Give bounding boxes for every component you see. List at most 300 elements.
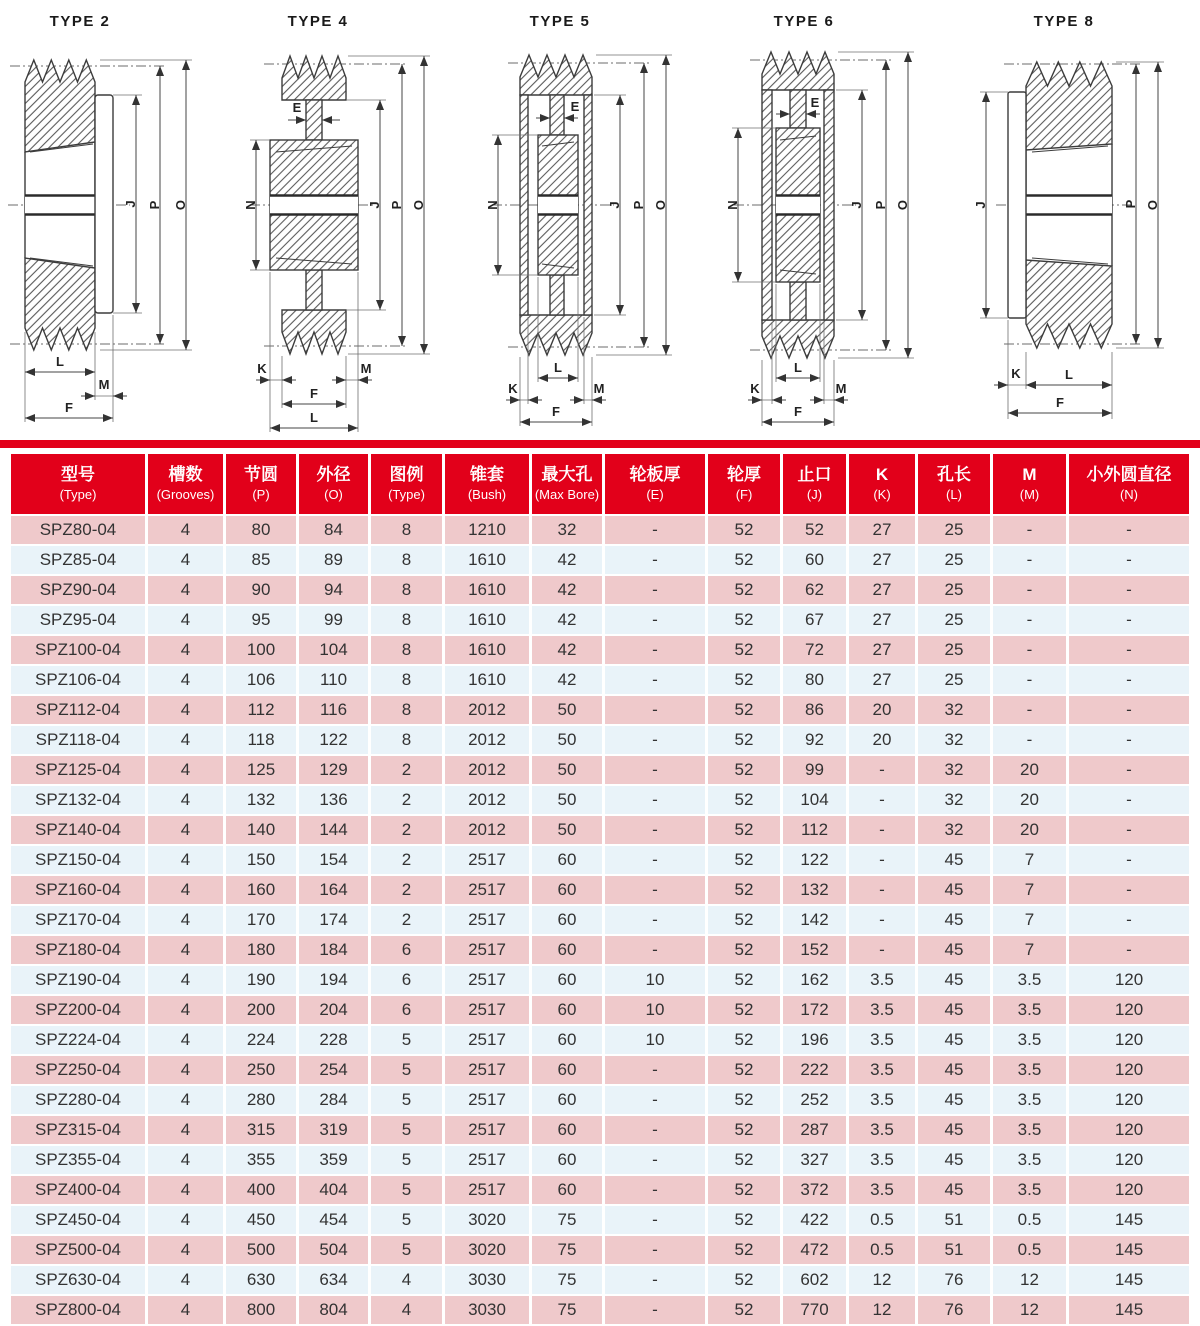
cell-diagram-type: 8 [371,516,442,544]
cell-small-outer-dia-n: - [1069,546,1189,574]
cell-grooves: 4 [148,906,223,934]
cell-diagram-type: 5 [371,1206,442,1234]
header-label-en: (Bush) [467,487,507,503]
cell-spigot-j: 60 [783,546,846,574]
header-label-en: (Type) [388,487,425,503]
dim-label-E: E [570,99,580,114]
cell-pitch-diameter: 150 [226,846,296,874]
table-row [11,636,1189,664]
cell-bush: 3030 [445,1296,529,1324]
dim-label-J: J [607,201,622,209]
cell-m: - [993,636,1066,664]
cell-k: 3.5 [849,1026,915,1054]
cell-k: - [849,786,915,814]
cell-outer-diameter: 129 [299,756,368,784]
table-row [11,1266,1189,1294]
column-header-pitch-diameter [226,454,296,514]
dim-label-O: O [1145,199,1160,211]
table-row [11,936,1189,964]
table-row [11,996,1189,1024]
cell-bore-length-l: 32 [918,696,990,724]
cell-grooves: 4 [148,1206,223,1234]
cell-m: 3.5 [993,1176,1066,1204]
table-row [11,1056,1189,1084]
cell-web-thickness-e: - [605,906,705,934]
cell-web-thickness-e: - [605,666,705,694]
cell-diagram-type: 6 [371,936,442,964]
cell-max-bore: 75 [532,1206,602,1234]
cell-small-outer-dia-n: 145 [1069,1206,1189,1234]
cell-bush: 2012 [445,786,529,814]
cell-spigot-j: 104 [783,786,846,814]
cell-spigot-j: 72 [783,636,846,664]
cell-m: 3.5 [993,1026,1066,1054]
dim-label-K: K [257,361,267,376]
cell-wheel-thickness-f: 52 [708,1206,780,1234]
cell-bore-length-l: 32 [918,786,990,814]
cell-spigot-j: 112 [783,816,846,844]
dim-label-E: E [292,100,302,115]
cell-bore-length-l: 45 [918,1086,990,1114]
cell-grooves: 4 [148,1146,223,1174]
cell-spigot-j: 252 [783,1086,846,1114]
cell-k: - [849,816,915,844]
cell-wheel-thickness-f: 52 [708,876,780,904]
cell-pitch-diameter: 800 [226,1296,296,1324]
cell-type: SPZ450-04 [11,1206,145,1234]
header-label-en: (L) [946,487,962,503]
cell-k: 0.5 [849,1206,915,1234]
cell-diagram-type: 8 [371,696,442,724]
header-label-zh: 型号 [61,465,95,485]
cell-outer-diameter: 164 [299,876,368,904]
cell-web-thickness-e: - [605,1146,705,1174]
cell-m: 12 [993,1296,1066,1324]
cell-grooves: 4 [148,756,223,784]
cell-m: - [993,666,1066,694]
cell-web-thickness-e: 10 [605,996,705,1024]
cell-k: 27 [849,546,915,574]
cell-max-bore: 42 [532,606,602,634]
cell-outer-diameter: 284 [299,1086,368,1114]
cell-type: SPZ85-04 [11,546,145,574]
cell-grooves: 4 [148,936,223,964]
cell-small-outer-dia-n: 120 [1069,1026,1189,1054]
cell-max-bore: 50 [532,756,602,784]
cell-pitch-diameter: 106 [226,666,296,694]
cell-bore-length-l: 45 [918,936,990,964]
table-row [11,1086,1189,1114]
dim-label-K: K [750,381,760,396]
cell-diagram-type: 2 [371,816,442,844]
cell-k: - [849,876,915,904]
cell-diagram-type: 6 [371,996,442,1024]
cell-type: SPZ630-04 [11,1266,145,1294]
cell-wheel-thickness-f: 52 [708,726,780,754]
cell-m: 7 [993,936,1066,964]
table-row [11,516,1189,544]
cell-bore-length-l: 25 [918,516,990,544]
cell-bush: 2012 [445,696,529,724]
table-row [11,1116,1189,1144]
cell-m: 20 [993,816,1066,844]
dim-label-N: N [725,200,740,210]
cell-diagram-type: 5 [371,1176,442,1204]
cell-bore-length-l: 45 [918,966,990,994]
table-row [11,1296,1189,1324]
cell-max-bore: 60 [532,876,602,904]
dim-label-P: P [1123,199,1138,209]
cell-spigot-j: 472 [783,1236,846,1264]
dim-label-P: P [147,200,162,210]
cell-web-thickness-e: - [605,786,705,814]
cell-web-thickness-e: - [605,1116,705,1144]
cell-bore-length-l: 25 [918,606,990,634]
cell-bore-length-l: 76 [918,1266,990,1294]
cell-outer-diameter: 116 [299,696,368,724]
drawing-title: TYPE 2 [49,13,111,30]
cell-pitch-diameter: 140 [226,816,296,844]
header-label-zh: K [875,465,889,485]
table-row [11,1176,1189,1204]
cell-bush: 1610 [445,666,529,694]
cell-grooves: 4 [148,636,223,664]
cell-web-thickness-e: - [605,756,705,784]
cell-k: 27 [849,606,915,634]
cell-pitch-diameter: 95 [226,606,296,634]
cell-outer-diameter: 174 [299,906,368,934]
cell-outer-diameter: 99 [299,606,368,634]
cell-spigot-j: 162 [783,966,846,994]
cell-pitch-diameter: 170 [226,906,296,934]
cell-small-outer-dia-n: - [1069,696,1189,724]
cell-web-thickness-e: - [605,546,705,574]
cell-outer-diameter: 136 [299,786,368,814]
cell-web-thickness-e: - [605,1176,705,1204]
cell-grooves: 4 [148,1056,223,1084]
cell-wheel-thickness-f: 52 [708,966,780,994]
cell-small-outer-dia-n: 145 [1069,1266,1189,1294]
table-row [11,906,1189,934]
cell-outer-diameter: 104 [299,636,368,664]
cell-outer-diameter: 84 [299,516,368,544]
cell-max-bore: 75 [532,1236,602,1264]
cell-outer-diameter: 154 [299,846,368,874]
cell-type: SPZ90-04 [11,576,145,604]
cell-spigot-j: 99 [783,756,846,784]
cell-web-thickness-e: 10 [605,1026,705,1054]
cell-bore-length-l: 32 [918,726,990,754]
cell-spigot-j: 86 [783,696,846,724]
cell-wheel-thickness-f: 52 [708,1266,780,1294]
dim-label-F: F [794,404,802,419]
cell-grooves: 4 [148,1236,223,1264]
cell-spigot-j: 770 [783,1296,846,1324]
cell-pitch-diameter: 160 [226,876,296,904]
cell-bore-length-l: 25 [918,636,990,664]
cell-diagram-type: 5 [371,1026,442,1054]
cell-k: 3.5 [849,1146,915,1174]
cell-k: 3.5 [849,1176,915,1204]
table-row [11,1146,1189,1174]
dim-label-J: J [367,201,382,209]
cell-max-bore: 50 [532,696,602,724]
cell-small-outer-dia-n: 120 [1069,996,1189,1024]
cell-wheel-thickness-f: 52 [708,636,780,664]
cell-grooves: 4 [148,1116,223,1144]
header-label-zh: 锥套 [470,465,504,485]
cell-small-outer-dia-n: - [1069,786,1189,814]
cell-outer-diameter: 359 [299,1146,368,1174]
dim-label-K: K [508,381,518,396]
cell-max-bore: 60 [532,996,602,1024]
header-label-en: (E) [646,487,664,503]
table-row [11,876,1189,904]
cell-small-outer-dia-n: 120 [1069,1086,1189,1114]
cell-bore-length-l: 45 [918,996,990,1024]
cell-bush: 2517 [445,1116,529,1144]
cell-diagram-type: 2 [371,846,442,874]
cell-web-thickness-e: - [605,1236,705,1264]
cell-wheel-thickness-f: 52 [708,1236,780,1264]
cell-spigot-j: 122 [783,846,846,874]
cell-spigot-j: 80 [783,666,846,694]
cell-grooves: 4 [148,1176,223,1204]
drawing-title: TYPE 8 [1033,13,1095,30]
cell-m: - [993,606,1066,634]
cell-spigot-j: 92 [783,726,846,754]
cell-type: SPZ150-04 [11,846,145,874]
cell-wheel-thickness-f: 52 [708,696,780,724]
cell-type: SPZ250-04 [11,1056,145,1084]
header-label-zh: 孔长 [937,465,971,485]
cell-spigot-j: 196 [783,1026,846,1054]
table-row [11,756,1189,784]
cell-diagram-type: 4 [371,1296,442,1324]
cell-max-bore: 60 [532,1176,602,1204]
cell-outer-diameter: 110 [299,666,368,694]
cell-k: - [849,846,915,874]
pulley-drawing-type6 [720,0,960,440]
column-header-wheel-thickness-f [708,454,780,514]
cell-k: 27 [849,666,915,694]
cell-k: 12 [849,1296,915,1324]
cell-bush: 2517 [445,966,529,994]
cell-pitch-diameter: 125 [226,756,296,784]
cell-bush: 1210 [445,516,529,544]
pulley-drawing-type4 [240,0,480,440]
cell-wheel-thickness-f: 52 [708,1086,780,1114]
cell-pitch-diameter: 112 [226,696,296,724]
cell-web-thickness-e: - [605,696,705,724]
cell-small-outer-dia-n: 120 [1069,1176,1189,1204]
pulley-drawing-type5 [480,0,720,440]
header-label-en: (P) [252,487,270,503]
cell-outer-diameter: 404 [299,1176,368,1204]
cell-wheel-thickness-f: 52 [708,1176,780,1204]
cell-type: SPZ355-04 [11,1146,145,1174]
table-row [11,576,1189,604]
pulley-drawing-type2 [0,0,240,440]
dim-label-F: F [1056,395,1064,410]
drawing-title: TYPE 5 [529,13,591,30]
cell-outer-diameter: 89 [299,546,368,574]
cell-outer-diameter: 319 [299,1116,368,1144]
dim-label-E: E [810,95,820,110]
dim-label-O: O [411,199,426,211]
cell-m: - [993,516,1066,544]
header-label-en: (M) [1019,487,1040,503]
cell-m: 7 [993,876,1066,904]
table-top-border [0,440,1200,448]
cell-k: 12 [849,1266,915,1294]
cell-diagram-type: 5 [371,1086,442,1114]
cell-bore-length-l: 45 [918,1176,990,1204]
cell-spigot-j: 132 [783,876,846,904]
cell-type: SPZ190-04 [11,966,145,994]
cell-bush: 1610 [445,636,529,664]
cell-m: 3.5 [993,996,1066,1024]
cell-type: SPZ400-04 [11,1176,145,1204]
cell-wheel-thickness-f: 52 [708,846,780,874]
cell-bush: 2517 [445,1086,529,1114]
cell-type: SPZ80-04 [11,516,145,544]
cell-m: 3.5 [993,1146,1066,1174]
cell-type: SPZ140-04 [11,816,145,844]
cell-small-outer-dia-n: 120 [1069,1116,1189,1144]
dim-label-L: L [56,354,64,369]
cell-small-outer-dia-n: - [1069,666,1189,694]
cell-diagram-type: 8 [371,666,442,694]
cell-pitch-diameter: 500 [226,1236,296,1264]
cell-m: 0.5 [993,1236,1066,1264]
header-label-en: (O) [324,487,343,503]
dim-label-P: P [389,200,404,210]
cell-outer-diameter: 634 [299,1266,368,1294]
dim-label-F: F [310,386,318,401]
cell-type: SPZ125-04 [11,756,145,784]
cell-max-bore: 60 [532,1056,602,1084]
cell-grooves: 4 [148,696,223,724]
dim-label-O: O [653,199,668,211]
cell-wheel-thickness-f: 52 [708,816,780,844]
cell-max-bore: 50 [532,786,602,814]
cell-k: 3.5 [849,996,915,1024]
dim-label-L: L [1065,367,1073,382]
dim-label-F: F [65,400,73,415]
column-header-k [849,454,915,514]
cell-max-bore: 50 [532,816,602,844]
cell-web-thickness-e: - [605,1056,705,1084]
cell-web-thickness-e: - [605,636,705,664]
dim-label-L: L [310,410,318,425]
column-header-bore-length-l [918,454,990,514]
cell-k: 20 [849,726,915,754]
cell-bore-length-l: 51 [918,1206,990,1234]
cell-type: SPZ280-04 [11,1086,145,1114]
cell-wheel-thickness-f: 52 [708,1026,780,1054]
dim-label-M: M [360,361,372,376]
pulley-drawings [0,0,1200,440]
cell-bush: 2517 [445,996,529,1024]
header-label-zh: M [1022,465,1037,485]
cell-type: SPZ224-04 [11,1026,145,1054]
cell-grooves: 4 [148,1026,223,1054]
table-row [11,846,1189,874]
pulley-section-svg [960,0,1200,440]
column-header-m [993,454,1066,514]
column-header-web-thickness-e [605,454,705,514]
cell-wheel-thickness-f: 52 [708,1296,780,1324]
column-header-bush [445,454,529,514]
cell-outer-diameter: 194 [299,966,368,994]
cell-diagram-type: 2 [371,906,442,934]
column-header-type [11,454,145,514]
cell-wheel-thickness-f: 52 [708,1116,780,1144]
cell-type: SPZ106-04 [11,666,145,694]
cell-grooves: 4 [148,786,223,814]
cell-outer-diameter: 228 [299,1026,368,1054]
cell-small-outer-dia-n: 145 [1069,1236,1189,1264]
cell-wheel-thickness-f: 52 [708,1056,780,1084]
cell-bore-length-l: 45 [918,876,990,904]
cell-bush: 2517 [445,906,529,934]
cell-pitch-diameter: 280 [226,1086,296,1114]
cell-m: - [993,726,1066,754]
header-row [11,454,1189,514]
cell-pitch-diameter: 132 [226,786,296,814]
cell-web-thickness-e: 10 [605,966,705,994]
cell-max-bore: 42 [532,546,602,574]
cell-m: 3.5 [993,1116,1066,1144]
cell-diagram-type: 6 [371,966,442,994]
dim-label-N: N [243,200,258,210]
cell-bush: 1610 [445,576,529,604]
table-row [11,966,1189,994]
cell-bush: 2517 [445,846,529,874]
cell-wheel-thickness-f: 52 [708,546,780,574]
cell-outer-diameter: 204 [299,996,368,1024]
dim-label-O: O [895,199,910,211]
table-row [11,786,1189,814]
drawing-title: TYPE 4 [287,13,349,30]
cell-type: SPZ315-04 [11,1116,145,1144]
cell-diagram-type: 8 [371,576,442,604]
cell-spigot-j: 52 [783,516,846,544]
cell-diagram-type: 8 [371,606,442,634]
dim-label-P: P [631,200,646,210]
cell-grooves: 4 [148,816,223,844]
cell-outer-diameter: 504 [299,1236,368,1264]
dim-label-M: M [98,377,110,392]
cell-grooves: 4 [148,576,223,604]
cell-type: SPZ160-04 [11,876,145,904]
cell-outer-diameter: 184 [299,936,368,964]
cell-outer-diameter: 804 [299,1296,368,1324]
cell-pitch-diameter: 85 [226,546,296,574]
cell-grooves: 4 [148,996,223,1024]
cell-diagram-type: 8 [371,726,442,754]
cell-small-outer-dia-n: - [1069,906,1189,934]
cell-small-outer-dia-n: 145 [1069,1296,1189,1324]
cell-bush: 2517 [445,876,529,904]
cell-max-bore: 75 [532,1296,602,1324]
cell-max-bore: 60 [532,966,602,994]
cell-wheel-thickness-f: 52 [708,756,780,784]
cell-grooves: 4 [148,1266,223,1294]
cell-m: 3.5 [993,966,1066,994]
cell-type: SPZ180-04 [11,936,145,964]
